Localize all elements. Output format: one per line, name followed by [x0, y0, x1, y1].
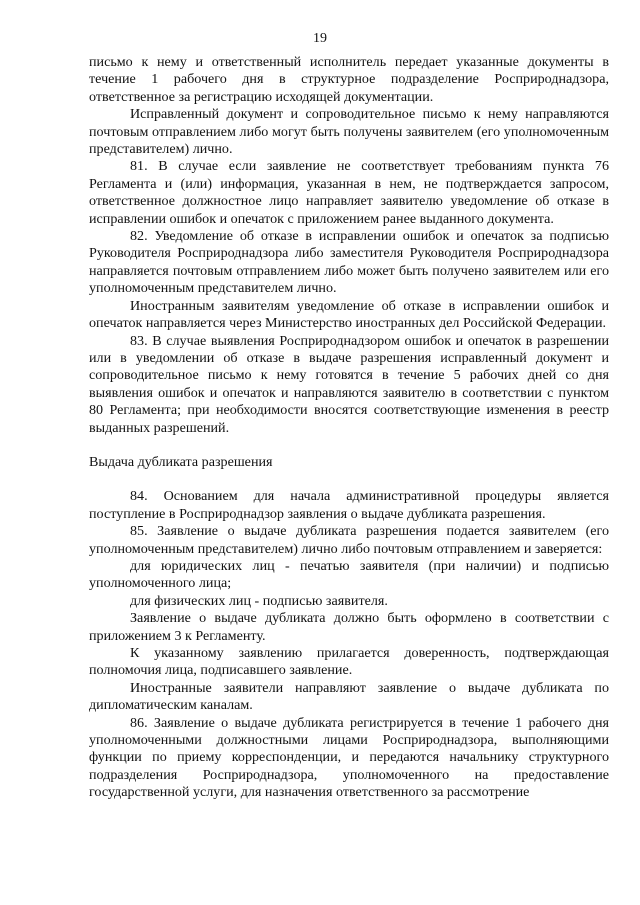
paragraph-foreign-applicants-refusal: Иностранным заявителям уведомление об отказе в исправлении ошибок и опечаток направляется через Министерство иностранных дел Российской Федерации.	[89, 297, 609, 332]
paragraph-84: 84. Основанием для начала административной процедуры является поступление в Росприроднадзор заявления о выдаче дубликата разрешения.	[89, 488, 609, 522]
paragraph-continuation: письмо к нему и ответственный исполнитель передает указанные документы в течение 1 рабочего дня в структурное подразделение Росприроднадзора, ответственное за регистрацию исходящей документации.	[89, 54, 609, 105]
page-number: 19	[313, 31, 327, 46]
paragraph-86: 86. Заявление о выдаче дубликата регистрируется в течение 1 рабочего дня уполномоченными должностными лицами Росприроднадзора, выполняющими функции по приему корреспонденции, и передаются начальнику структурного подразделения Росприроднадзора, уполномоченного на предоставление государственной услуги, для назначения ответственного за рассмотрение	[89, 714, 609, 801]
paragraph-85: 85. Заявление о выдаче дубликата разрешения подается заявителем (его уполномоченным представителем) лично либо почтовым отправлением и заверяется:	[89, 523, 609, 557]
section-heading: Выдача дубликата разрешения	[89, 453, 273, 470]
paragraph-82: 82. Уведомление об отказе в исправлении ошибок и опечаток за подписью Руководителя Росприроднадзора либо заместителя Руководителя Росприроднадзора направляется почтовым отправлением либо может быть получено заявителем или его уполномоченным представителем лично.	[89, 228, 609, 297]
paragraph-81: 81. В случае если заявление не соответствует требованиям пункта 76 Регламента и (или) информация, указанная в нем, не подтверждается запросом, ответственное должностное лицо направляет заявителю уведомление об отказе в исправлении ошибок и опечаток с приложением ранее выданного документа.	[89, 158, 609, 227]
paragraph-legal-entities: для юридических лиц - печатью заявителя (при наличии) и подписью уполномоченного лица;	[89, 557, 609, 592]
document-body	[89, 54, 609, 802]
paragraph-individuals: для физических лиц - подписью заявителя.	[130, 592, 388, 609]
paragraph-corrected-document-delivery: Исправленный документ и сопроводительное письмо к нему направляются почтовым отправлением либо могут быть получены заявителем (его уполномоченным представителем) лично.	[89, 106, 609, 158]
paragraph-83: 83. В случае выявления Росприроднадзором ошибок и опечаток в разрешении или в уведомлении об отказе в выдаче разрешения исправленный документ и сопроводительное письмо к нему готовятся в течение 5 рабочих дней со дня выявления ошибок и опечаток и направляются заявителю в соответствии с пунктом 80 Регламента; при необходимости вносятся соответствующие изменения в реестр выданных разрешений.	[89, 332, 609, 436]
paragraph-application-form: Заявление о выдаче дубликата должно быть оформлено в соответствии с приложением 3 к Регламенту.	[89, 610, 609, 644]
paragraph-power-of-attorney: К указанному заявлению прилагается доверенность, подтверждающая полномочия лица, подписавшего заявление.	[89, 645, 609, 679]
paragraph-foreign-applicants-duplicate: Иностранные заявители направляют заявление о выдаче дубликата по дипломатическим каналам.	[89, 679, 609, 714]
